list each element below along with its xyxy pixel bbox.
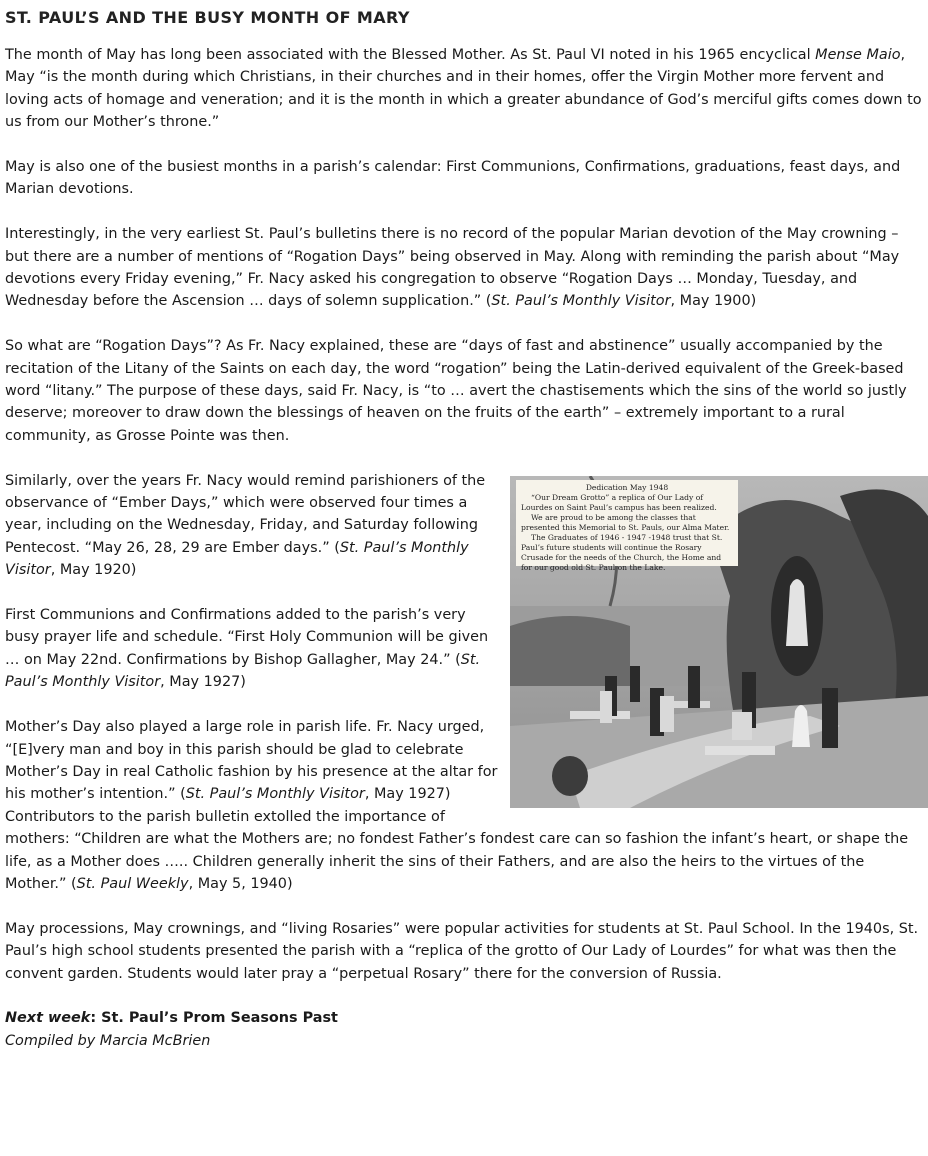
paragraph-7: Mother’s Day also played a large role in parish life. Fr. Nacy urged, “[E]very man and boy in this parish should be glad to celebrate Mother’s Day in real Catholic fashion by his presence at the altar for his mother’s intention.” (St. Paul’s Monthly Visitor, May 1927) Contributors to the parish bulletin extolled the importance of mothers: “Children are what the Mothers are; no fondest Father’s fondest care can so fashion the infant’s heart, or shape the life, as a Mother does ….. Children generally inherit the sins of their Fathers, and are also the heirs to the virtues of the Mother.” (St. Paul Weekly, May 5, 1940): [5, 719, 909, 892]
paragraph-2: May is also one of the busiest months in a parish’s calendar: First Communions, Confirmations, graduations, feast days, and Marian devotions.: [5, 159, 901, 198]
next-week: Next week: St. Paul’s Prom Seasons Past: [5, 1010, 338, 1027]
caption-line: “Our Dream Grotto” a replica of Our Lady of Lourdes on Saint Paul’s campus has been realized.: [521, 492, 717, 512]
footer: [5, 1007, 923, 1052]
compiled-by: Compiled by Marcia McBrien: [5, 1032, 211, 1049]
article: [5, 8, 923, 1052]
grotto-photo: [510, 476, 928, 808]
paragraph-4: So what are “Rogation Days”? As Fr. Nacy explained, these are “days of fast and abstinence” usually accompanied by the recitation of the Litany of the Saints on each day, the word “rogation” being the Latin-derived equivalent of the Greek-based word “litany.” The purpose of these days, said Fr. Nacy, is “to … avert the chastisements which the sins of the world so justly deserve; moreover to draw down the blessings of heaven on the fruits of the earth” – extremely important to a rural community, as Grosse Pointe was then.: [5, 338, 907, 444]
paragraph-3: Interestingly, in the very earliest St. Paul’s bulletins there is no record of the popular Marian devotion of the May crowning – but there are a number of mentions of “Rogation Days” being observed in May. Along with reminding the parish about “May devotions every Friday evening,” Fr. Nacy asked his congregation to observe “Rogation Days … Monday, Tuesday, and Wednesday before the Ascension … days of solemn supplication.” (St. Paul’s Monthly Visitor, May 1900): [5, 226, 900, 310]
photo-caption: [516, 480, 738, 572]
paragraph-6: First Communions and Confirmations added to the parish’s very busy prayer life and schedule. “First Holy Communion will be given … on May 22nd. Confirmations by Bishop Gallagher, May 24.” (St. Paul’s Monthly Visitor, May 1927): [5, 607, 489, 691]
caption-line: We are proud to be among the classes that presented this Memorial to St. Pauls, our Alma Mater.: [521, 512, 730, 532]
paragraph-5: Similarly, over the years Fr. Nacy would remind parishioners of the observance of “Ember Days,” which were observed four times a year, including on the Wednesday, Friday, and Saturday following Pentecost. “May 26, 28, 29 are Ember days.” (St. Paul’s Monthly Visitor, May 1920): [5, 472, 486, 579]
paragraph-8: May processions, May crownings, and “living Rosaries” were popular activities for students at St. Paul School. In the 1940s, St. Paul’s high school students presented the parish with a “replica of the grotto of Our Lady of Lourdes” for what was then the convent garden. Students would later pray a “perpetual Rosary” there for the conversion of Russia.: [5, 920, 919, 982]
caption-title: Dedication May 1948: [585, 482, 669, 492]
paragraph-1: The month of May has long been associated with the Blessed Mother. As St. Paul VI noted in his 1965 encyclical Mense Maio, May “is the month during which Christians, in their churches and in their homes, offer the Virgin Mother more fervent and loving acts of homage and veneration; and it is the month in which a greater abundance of God’s merciful gifts comes down to us from our Mother’s throne.”: [5, 47, 922, 131]
article-title: ST. PAUL’S AND THE BUSY MONTH OF MARY: [5, 8, 410, 27]
caption-line: The Graduates of 1946 - 1947 -1948 trust that St. Paul’s future students will continue the Rosary Crusade for the needs of the Church, the Home and for our good old St. Paul on the Lake.: [521, 532, 723, 572]
